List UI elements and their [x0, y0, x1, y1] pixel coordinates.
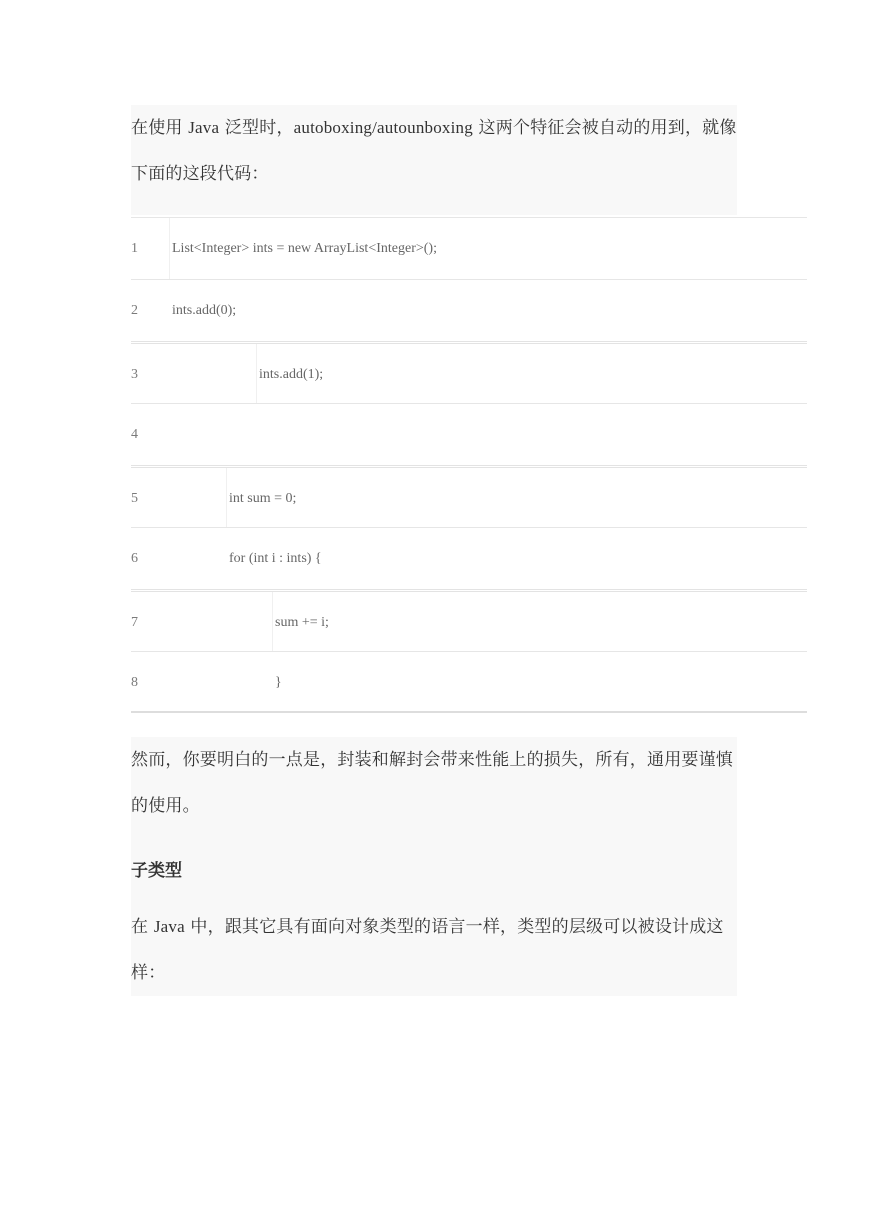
code-text: ints.add(1);: [259, 367, 324, 382]
line-number: 1: [131, 241, 138, 256]
para-line: 的使用。: [131, 796, 200, 816]
line-number: 3: [131, 367, 138, 382]
line-number: 4: [131, 427, 138, 442]
code-block: [131, 217, 807, 713]
para-line: 样：: [131, 963, 166, 983]
line-number: 7: [131, 615, 138, 630]
line-number: 6: [131, 551, 138, 566]
section-heading: 子类型: [131, 861, 182, 881]
line-number: 8: [131, 675, 138, 690]
code-line: [131, 279, 807, 341]
intro-paragraph: [131, 105, 737, 215]
line-number: 5: [131, 491, 138, 506]
code-text: for (int i : ints) {: [229, 551, 322, 566]
para-line: 在 Java 中，跟其它具有面向对象类型的语言一样，类型的层级可以被设计成这: [131, 917, 724, 937]
code-line: [131, 465, 807, 527]
code-text: }: [275, 675, 282, 690]
code-line: [131, 651, 807, 713]
code-line: [131, 589, 807, 651]
code-line: [131, 341, 807, 403]
code-line: [131, 217, 807, 279]
intro-line-2: 下面的这段代码：: [131, 164, 269, 184]
code-text: int sum = 0;: [229, 491, 297, 506]
intro-line-1: 在使用 Java 泛型时，autoboxing/autounboxing 这两个特征会被自动的用到，就像: [131, 118, 737, 138]
after-code-section: [131, 737, 737, 996]
gutter-divider: [272, 592, 273, 651]
code-text: List<Integer> ints = new ArrayList<Integer>();: [172, 241, 437, 256]
gutter-divider: [256, 344, 257, 403]
code-line: [131, 403, 807, 465]
gutter-divider: [226, 468, 227, 527]
line-number: 2: [131, 303, 138, 318]
code-text: ints.add(0);: [172, 303, 237, 318]
gutter-divider: [169, 218, 170, 279]
code-line: [131, 527, 807, 589]
para-line: 然而，你要明白的一点是，封装和解封会带来性能上的损失，所有，通用要谨慎: [131, 750, 733, 770]
code-text: sum += i;: [275, 615, 329, 630]
